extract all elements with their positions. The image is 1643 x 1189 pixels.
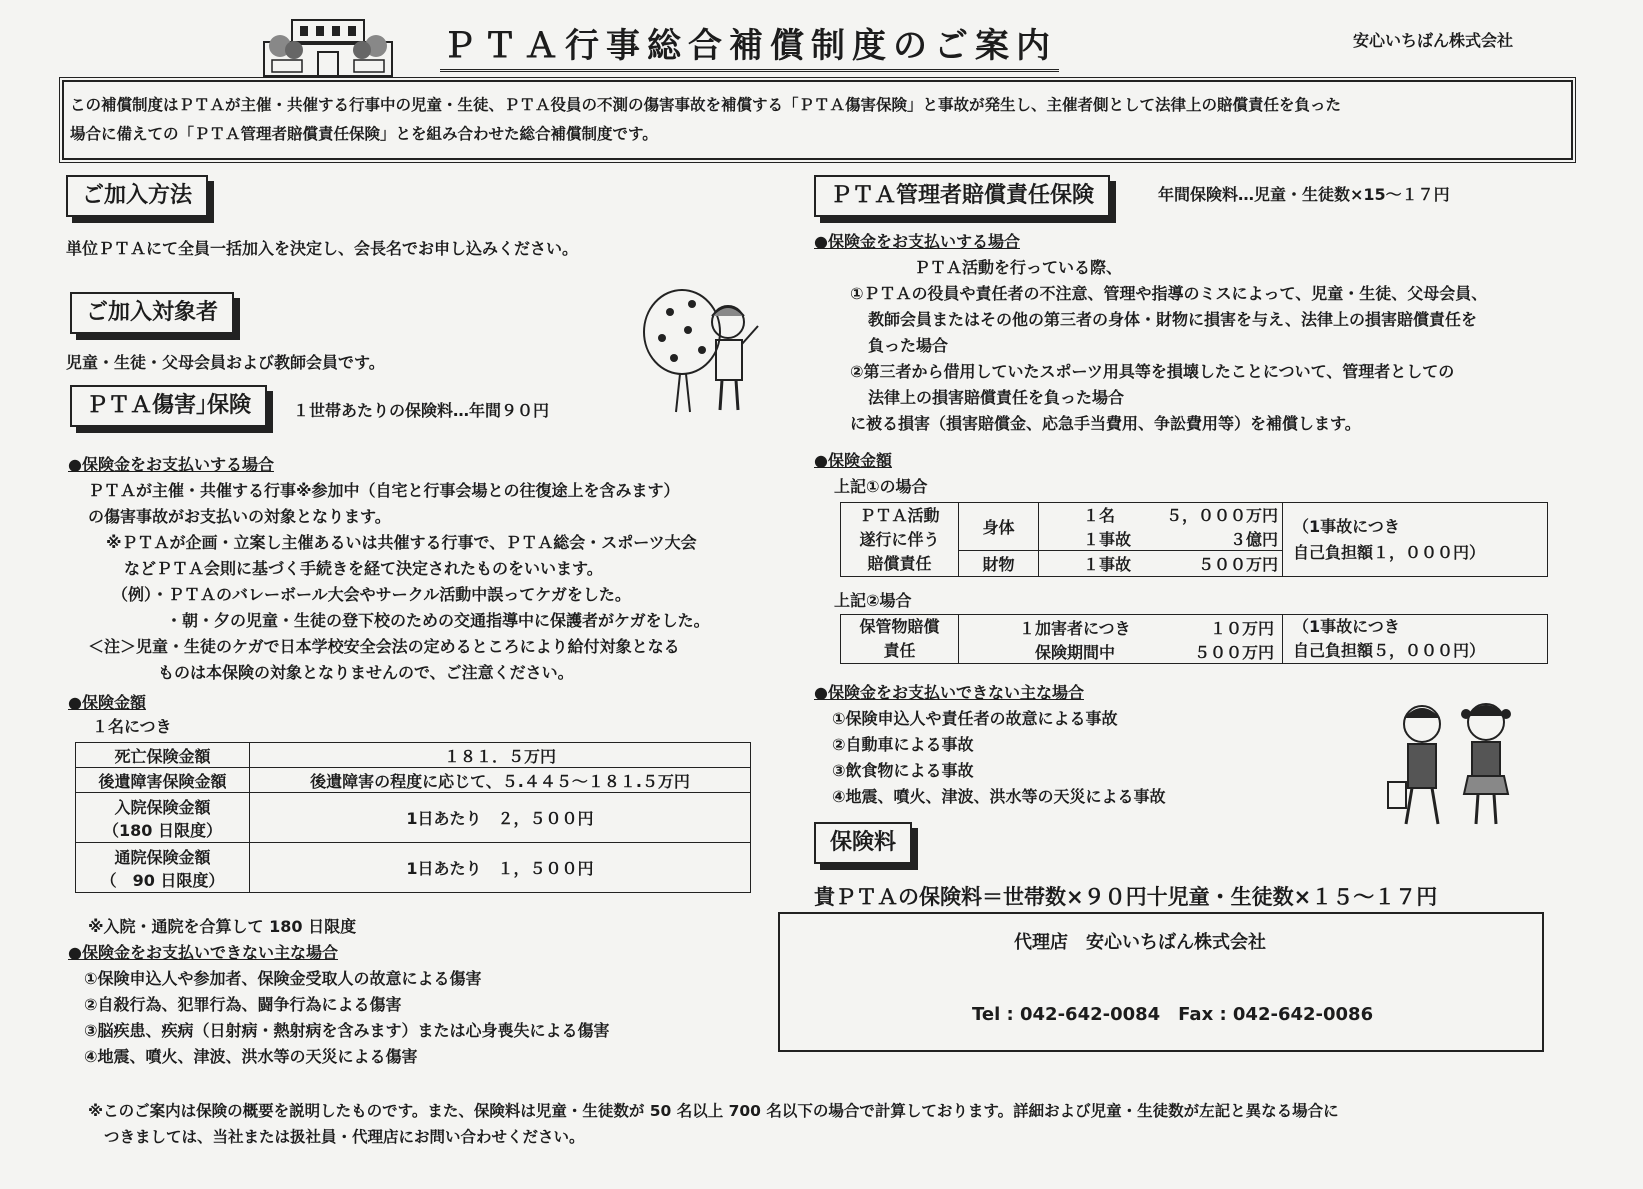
deductible-line: 自己負担額５，０００円）	[1293, 641, 1486, 660]
liability-nopay-heading: ●保険金をお支払いできない主な場合	[814, 683, 1084, 702]
injury-amount-table	[75, 742, 751, 893]
table-row	[76, 843, 751, 893]
liability-nopay-line: ④地震、噴火、津波、洪水等の天災による事故	[832, 787, 1166, 806]
injury-pay-line: ものは本保険の対象となりませんので、ご注意ください。	[158, 663, 574, 682]
table-cell-label	[76, 793, 250, 843]
liability-pay-line: 負った場合	[868, 336, 949, 355]
liability-amount-heading: ●保険金額	[814, 451, 892, 470]
amount-value: ３億円	[1229, 529, 1278, 549]
case1-label: 上記①の場合	[834, 477, 928, 496]
liability-nopay-line: ①保険申込人や責任者の故意による事故	[832, 709, 1118, 728]
label-line: （180 日限度）	[103, 820, 222, 840]
injury-premium-note: １世帯あたりの保険料…年間９０円	[293, 401, 550, 420]
deductible-line: （1事故につき	[1293, 516, 1400, 536]
injury-nopay-line: ③脳疾患、疾病（日射病・熱射病を含みます）または心身喪失による傷害	[84, 1021, 610, 1040]
amount-unit: １事故	[1083, 555, 1132, 574]
injury-pay-line: などＰＴＡ会則に基づく手続きを経て決定されたものをいいます。	[124, 559, 603, 578]
intro-box	[62, 80, 1573, 160]
table-cell-amount	[1039, 551, 1283, 577]
agency-name: 代理店 安心いちばん株式会社	[1014, 932, 1266, 953]
amount-value: ５００万円	[1193, 642, 1274, 662]
table-cell-rowhead	[841, 503, 959, 577]
case1-table	[840, 502, 1548, 577]
agency-contact: Tel : 042-642-0084 Fax : 042-642-0086	[972, 1004, 1374, 1025]
liability-premium-note: 年間保険料…児童・生徒数×15～１７円	[1158, 185, 1450, 204]
case2-label: 上記②場合	[834, 591, 912, 610]
injury-pay-line: ・朝・夕の児童・生徒の登下校のための交通指導中に保護者がケガをした。	[166, 611, 710, 630]
liability-nopay-line: ③飲食物による事故	[832, 761, 974, 780]
label-line: 通院保険金額	[114, 847, 211, 867]
table-cell-amount	[1039, 503, 1283, 527]
liability-pay-line: ①ＰＴＡの役員や責任者の不注意、管理や指導のミスによって、児童・生徒、父母会員、	[850, 284, 1488, 303]
table-cell-amount	[959, 639, 1283, 664]
injury-heading: ＰＴＡ傷害｣保険	[70, 385, 267, 427]
liability-heading: ＰＴＡ管理者賠償責任保険	[814, 175, 1110, 217]
injury-pay-line: ＜注＞児童・生徒のケガで日本学校安全会法の定めるところにより給付対象となる	[88, 637, 680, 656]
injury-nopay-line: ②自殺行為、犯罪行為、闘争行為による傷害	[84, 995, 402, 1014]
table-cell-amount	[959, 615, 1283, 640]
amount-unit: １名	[1083, 506, 1116, 526]
table-cell-body: 身体	[959, 503, 1039, 551]
injury-pay-line: ＰＴＡが主催・共催する行事※参加中（自宅と行事会場との往復途上を含みます）	[88, 481, 680, 500]
injury-amount-heading: ●保険金額	[68, 693, 146, 712]
liability-nopay-line: ②自動車による事故	[832, 735, 974, 754]
amount-value: ５００万円	[1197, 555, 1278, 574]
amount-unit: 保険期間中	[1035, 642, 1116, 662]
intro-line: 場合に備えての「ＰＴＡ管理者賠償責任保険」とを組み合わせた総合補償制度です。	[70, 125, 658, 143]
table-row	[76, 743, 751, 768]
label-line: （ 90 日限度）	[100, 870, 225, 890]
table-cell-rowhead	[841, 615, 959, 664]
two-children-illustration	[1382, 694, 1530, 836]
enroll-method-heading: ご加入方法	[66, 175, 208, 217]
amount-value: １０万円	[1209, 618, 1274, 638]
footer-note: ※このご案内は保険の概要を説明したものです。また、保険料は児童・生徒数が 50 名以上 700 名以下の場合で計算しております。詳細および児童・生徒数が左記と異なる場合に	[88, 1102, 1339, 1120]
liability-pay-line: 法律上の損害賠償責任を負った場合	[868, 388, 1125, 407]
table-row	[841, 615, 1548, 640]
table-cell-deductible	[1283, 615, 1548, 664]
footer-note: つきましては、当社または扱社員・代理店にお問い合わせください。	[104, 1128, 585, 1146]
amount-unit: １事故	[1083, 529, 1132, 549]
intro-line: この補償制度はＰＴＡが主催・共催する行事中の児童・生徒、ＰＴＡ役員の不測の傷害事故を補償する「ＰＴＡ傷害保険」と事故が発生し、主催者側として法律上の賠償責任を負った	[70, 96, 1342, 114]
table-row	[76, 793, 751, 843]
premium-formula: 貴ＰＴＡの保険料＝世帯数×９０円十児童・生徒数×１５～１７円	[814, 885, 1438, 909]
injury-pay-line: ※ＰＴＡが企画・立案し主催あるいは共催する行事で、ＰＴＡ総会・スポーツ大会	[106, 533, 697, 552]
table-cell-value: 後遺障害の程度に応じて、５.４４５～１８１.５万円	[250, 768, 751, 793]
enroll-target-heading: ご加入対象者	[70, 292, 234, 334]
injury-nopay-line: ①保険申込人や参加者、保険金受取人の故意による傷害	[84, 969, 482, 988]
table-cell-label: 死亡保険金額	[76, 743, 250, 768]
enroll-method-text: 単位ＰＴＡにて全員一括加入を決定し、会長名でお申し込みください。	[66, 239, 579, 258]
company-name: 安心いちばん株式会社	[1353, 31, 1514, 50]
rowhead-line: 賠償責任	[867, 553, 932, 573]
case2-table	[840, 614, 1548, 664]
agency-box	[778, 912, 1544, 1052]
rowhead-line: 遂行に伴う	[859, 529, 940, 549]
deductible-line: （1事故につき	[1293, 617, 1400, 636]
table-row	[76, 768, 751, 793]
table-cell-value: 1日あたり １，５００円	[250, 843, 751, 893]
injury-pay-line: （例）・ＰＴＡのバレーボール大会やサークル活動中誤ってケガをした。	[112, 585, 631, 604]
table-cell-property: 財物	[959, 551, 1039, 577]
liability-pay-line: ＰＴＡ活動を行っている際、	[914, 258, 1123, 277]
rowhead-line: 保管物賠償	[859, 617, 940, 636]
enroll-target-text: 児童・生徒・父母会員および教師会員です。	[66, 353, 385, 372]
child-with-tree-illustration	[640, 282, 772, 418]
school-building-icon	[262, 16, 394, 78]
table-cell-amount	[1039, 527, 1283, 551]
liability-pay-line: 教師会員またはその他の第三者の身体・財物に損害を与え、法律上の損害賠償責任を	[868, 310, 1477, 329]
table-row	[841, 503, 1548, 527]
rowhead-line: ＰＴＡ活動	[859, 505, 940, 525]
page-title: ＰＴＡ行事総合補償制度のご案内	[440, 18, 1059, 72]
label-line: 入院保険金額	[114, 797, 211, 817]
table-cell-value: 1日あたり ２，５００円	[250, 793, 751, 843]
amount-unit: １加害者につき	[1019, 618, 1131, 638]
table-cell-value: １８１．５万円	[250, 743, 751, 768]
injury-per-person: １名につき	[92, 717, 172, 736]
table-cell-deductible	[1283, 503, 1548, 577]
liability-pay-heading: ●保険金をお支払いする場合	[814, 232, 1020, 251]
table-cell-label	[76, 843, 250, 893]
injury-pay-line: の傷害事故がお支払いの対象となります。	[88, 507, 391, 526]
rowhead-line: 責任	[883, 641, 916, 660]
liability-pay-line: ②第三者から借用していたスポーツ用具等を損壊したことについて、管理者としての	[850, 362, 1455, 381]
table-cell-label: 後遺障害保険金額	[76, 768, 250, 793]
premium-heading: 保険料	[814, 822, 912, 864]
injury-nopay-heading: ●保険金をお支払いできない主な場合	[68, 943, 338, 962]
deductible-line: 自己負担額１，０００円）	[1293, 542, 1486, 562]
injury-pay-heading: ●保険金をお支払いする場合	[68, 455, 274, 474]
injury-table-note: ※入院・通院を合算して 180 日限度	[88, 917, 357, 936]
liability-pay-line: に被る損害（損害賠償金、応急手当費用、争訟費用等）を補償します。	[850, 414, 1361, 433]
amount-value: ５，０００万円	[1165, 506, 1278, 526]
injury-nopay-line: ④地震、噴火、津波、洪水等の天災による傷害	[84, 1047, 418, 1066]
